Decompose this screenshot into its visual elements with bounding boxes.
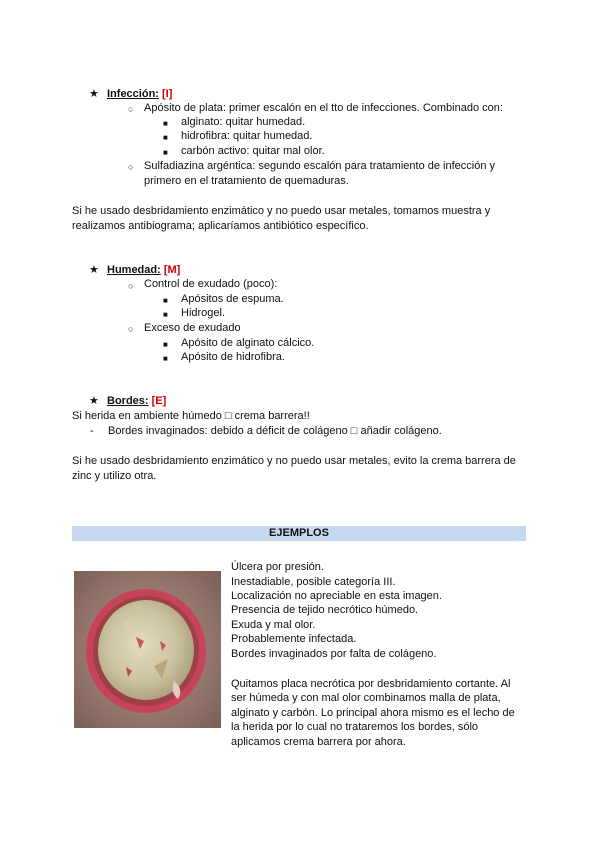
list-item: Hidrogel. (181, 307, 226, 319)
section-bordes-heading (107, 394, 166, 408)
paragraph-line: realizamos antibiograma; aplicaríamos antibiótico específico. (72, 220, 369, 232)
example-paragraph-line: Quitamos placa necrótica por desbridamiento cortante. Al (231, 678, 511, 690)
section-header-band (72, 526, 526, 541)
square-bullet-icon: ■ (163, 148, 168, 157)
list-item: Apósitos de espuma. (181, 293, 284, 305)
example-paragraph-line: ser húmeda y con mal olor combinamos malla de plata, (231, 692, 501, 704)
list-item: Apósito de alginato cálcico. (181, 337, 315, 349)
list-item: Sulfadiazina argéntica: segundo escalón para tratamiento de infección y (144, 160, 496, 172)
list-item: Apósito de hidrofibra. (181, 351, 285, 363)
square-bullet-icon: ■ (163, 119, 168, 128)
list-item: Bordes invaginados: debido a déficit de colágeno □ añadir colágeno. (108, 425, 442, 437)
list-item: hidrofibra: quitar humedad. (181, 130, 313, 142)
section-infeccion-heading (107, 87, 172, 101)
example-paragraph-line: aplicamos crema barrera por ahora. (231, 736, 406, 748)
section-tag: [M] (163, 264, 181, 276)
square-bullet-icon: ■ (163, 354, 168, 363)
example-line: Presencia de tejido necrótico húmedo. (231, 604, 419, 616)
paragraph-line: Si herida en ambiente húmedo □ crema barrera!! (72, 410, 310, 422)
example-line: Inestadiable, posible categoría III. (231, 576, 396, 588)
ejemplos-heading: EJEMPLOS (269, 527, 329, 539)
wound-photo-illustration (74, 571, 221, 728)
star-bullet-icon: ★ (89, 88, 99, 100)
section-tag: [I] (162, 88, 173, 100)
list-item: Apósito de plata: primer escalón en el tto de infecciones. Combinado con: (144, 102, 503, 114)
dash-bullet-icon: - (90, 425, 94, 437)
circle-bullet-icon: ○ (128, 324, 134, 334)
example-line: Bordes invaginados por falta de colágeno. (231, 648, 437, 660)
example-line: Úlcera por presión. (231, 561, 324, 573)
square-bullet-icon: ■ (163, 340, 168, 349)
section-title: Humedad: (107, 264, 161, 276)
example-paragraph-line: la herida por lo cual no trataremos los bordes, sólo (231, 721, 479, 733)
paragraph-line: zinc y utilizo otra. (72, 470, 157, 482)
example-paragraph-line: alginato y carbón. Lo principal ahora mismo es el lecho de (231, 707, 515, 719)
list-item: Exceso de exudado (144, 322, 241, 334)
section-title: Bordes: (107, 395, 149, 407)
circle-bullet-icon: ○ (128, 162, 134, 172)
square-bullet-icon: ■ (163, 133, 168, 142)
square-bullet-icon: ■ (163, 310, 168, 319)
example-line: Probablemente infectada. (231, 633, 357, 645)
list-item: Control de exudado (poco): (144, 278, 278, 290)
star-bullet-icon: ★ (89, 264, 99, 276)
example-line: Localización no apreciable en esta imagen. (231, 590, 442, 602)
section-title: Infección: (107, 88, 159, 100)
star-bullet-icon: ★ (89, 395, 99, 407)
example-line: Exuda y mal olor. (231, 619, 316, 631)
paragraph-line: Si he usado desbridamiento enzimático y no puedo usar metales, evito la crema barrera de (72, 455, 516, 467)
list-item: alginato: quitar humedad. (181, 116, 306, 128)
circle-bullet-icon: ○ (128, 104, 134, 114)
wound-photo (74, 571, 221, 728)
section-humedad-heading (107, 263, 180, 277)
paragraph-line: Si he usado desbridamiento enzimático y no puedo usar metales, tomamos muestra y (72, 205, 491, 217)
square-bullet-icon: ■ (163, 296, 168, 305)
section-tag: [E] (151, 395, 167, 407)
list-item: carbón activo: quitar mal olor. (181, 145, 325, 157)
list-item: primero en el tratamiento de quemaduras. (144, 175, 349, 187)
circle-bullet-icon: ○ (128, 281, 134, 291)
